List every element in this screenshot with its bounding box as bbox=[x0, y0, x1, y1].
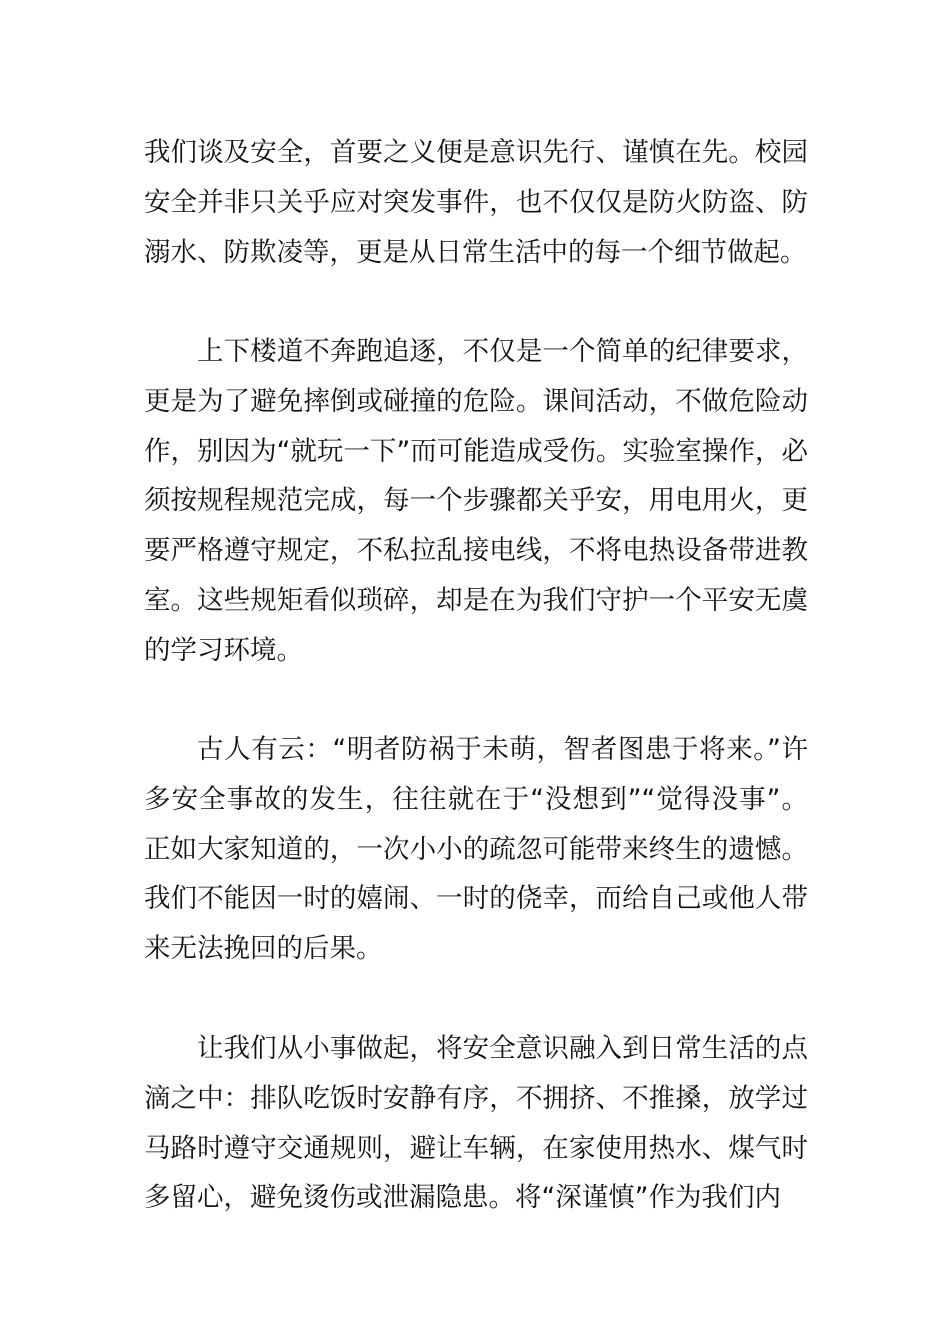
paragraph-2: 上下楼道不奔跑追逐，不仅是一个简单的纪律要求，更是为了避免摔倒或碰撞的危险。课间活动，不做危险动作，别因为“就玩一下”而可能造成受伤。实验室操作，必须按规程规范完成，每一个步骤都关乎安，用电用火，更要严格遵守规定，不私拉乱接电线，不将电热设备带进教室。这些规矩看似琐碎，却是在为我们守护一个平安无虞的学习环境。 bbox=[144, 336, 808, 666]
paragraph-4: 让我们从小事做起，将安全意识融入到日常生活的点滴之中：排队吃饭时安静有序，不拥挤、不推搡，放学过马路时遵守交通规则，避让车辆，在家使用热水、煤气时多留心，避免烫伤或泄漏隐患。将“深谨慎”作为我们内 bbox=[144, 1033, 808, 1214]
paragraph-3: 古人有云：“明者防祸于未萌，智者图患于将来。”许多安全事故的发生，往往就在于“没想到”“觉得没事”。正如大家知道的，一次小小的疏忽可能带来终生的遗憾。我们不能因一时的嬉闹、一时的侥幸，而给自己或他人带来无法挽回的后果。 bbox=[144, 734, 808, 965]
paragraph-1: 我们谈及安全，首要之义便是意识先行、谨慎在先。校园安全并非只关乎应对突发事件，也不仅仅是防火防盗、防溺水、防欺凌等，更是从日常生活中的每一个细节做起。 bbox=[144, 137, 808, 268]
